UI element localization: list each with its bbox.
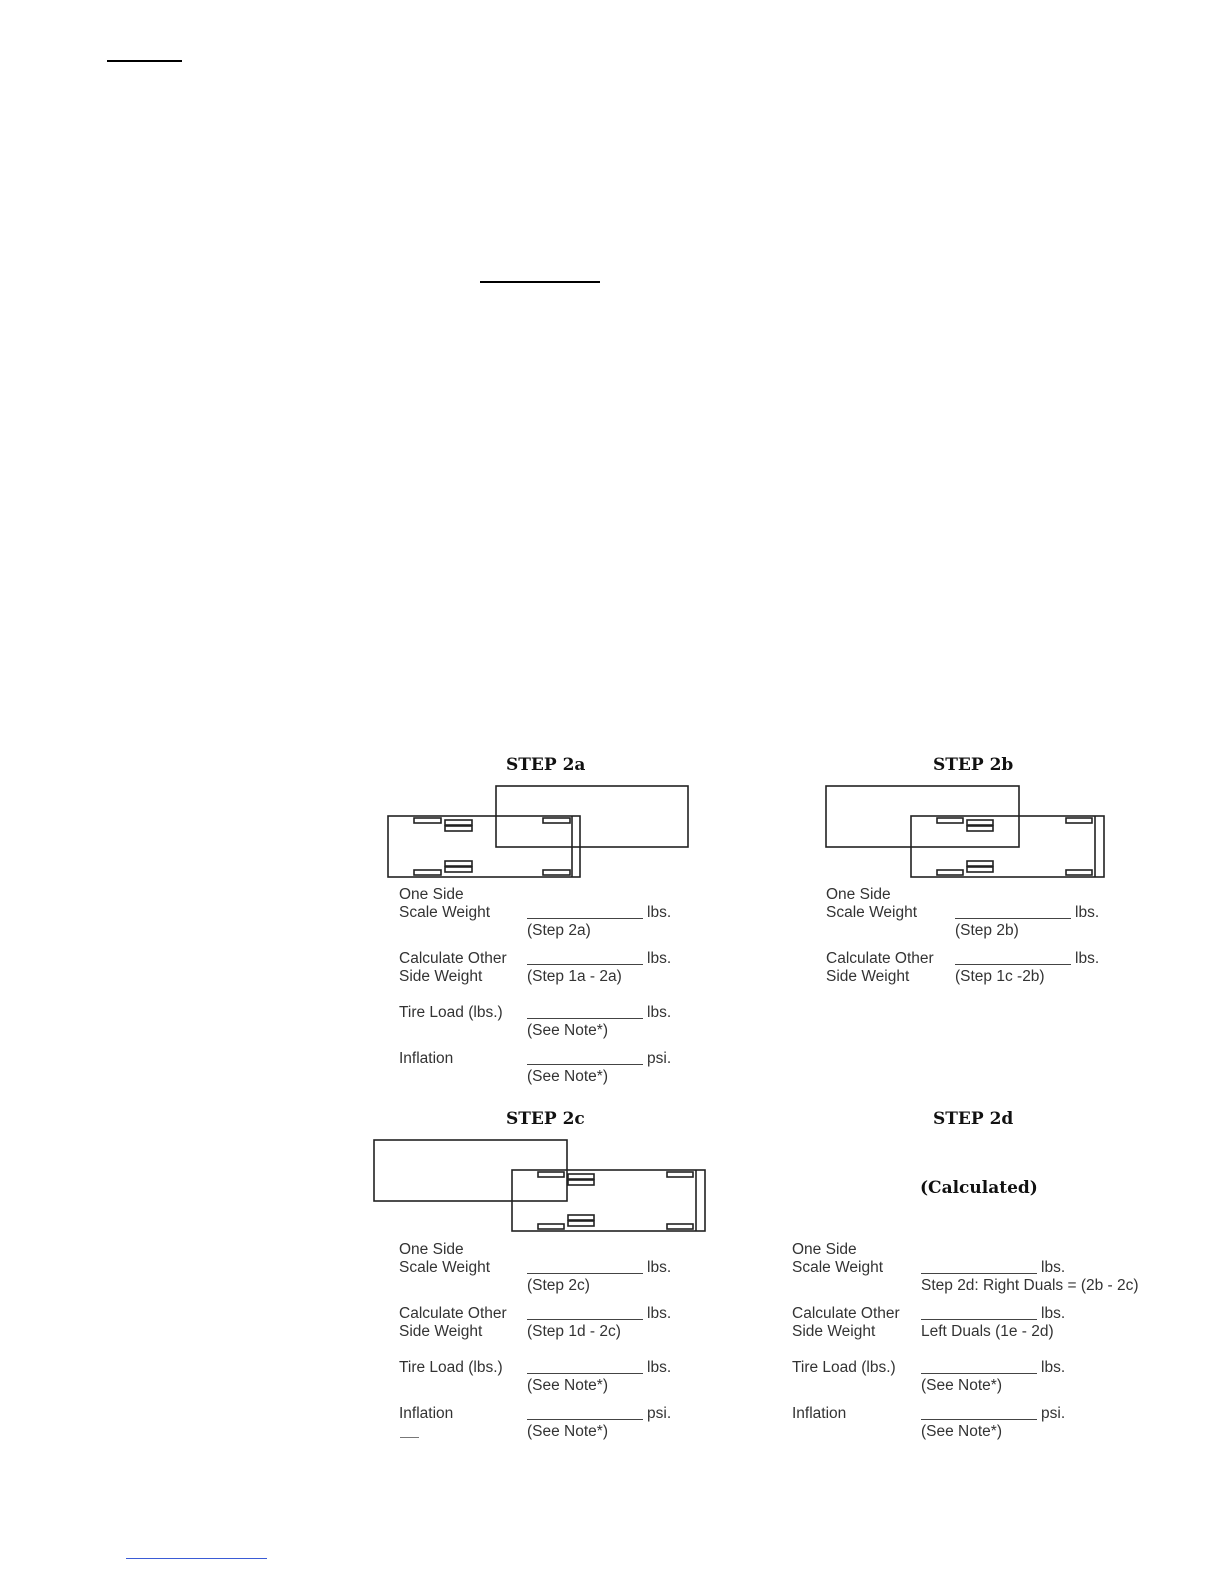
step-2a-inflation-label: Inflation	[399, 1050, 454, 1067]
step-2c-title: STEP 2c	[506, 1109, 585, 1129]
step-2d-scale-weight-unit: lbs.	[1041, 1259, 1066, 1276]
step-2b-scale-weight-note: (Step 2b)	[955, 922, 1019, 939]
step-2d-inflation-field[interactable]	[921, 1419, 1037, 1420]
step-2d-scale-weight-note: Step 2d: Right Duals = (2b - 2c)	[921, 1277, 1139, 1294]
step-2a-scale-weight-label: Scale Weight	[399, 904, 491, 921]
step-2d-other-side-unit: lbs.	[1041, 1305, 1066, 1322]
step-2c-one-side-label: One Side	[399, 1241, 464, 1258]
step-2a-other-side-unit: lbs.	[647, 950, 672, 967]
step-2c-scale-weight-label: Scale Weight	[399, 1259, 491, 1276]
step-2b-scale-weight-unit: lbs.	[1075, 904, 1100, 921]
step-2a-diagram	[380, 780, 700, 885]
step-2a-inflation-note: (See Note*)	[527, 1068, 608, 1085]
step-2c-side-weight-label: Side Weight	[399, 1323, 483, 1340]
stray-mark	[400, 1437, 419, 1438]
step-2d-tire-load-unit: lbs.	[1041, 1359, 1066, 1376]
step-2d-one-side-label: One Side	[792, 1241, 857, 1258]
step-2d-tire-load-label: Tire Load (lbs.)	[792, 1359, 896, 1376]
step-2a-inflation-unit: psi.	[647, 1050, 672, 1067]
step-2c-other-side-field[interactable]	[527, 1319, 643, 1320]
step-2d-title: STEP 2d	[933, 1109, 1014, 1129]
step-2c-inflation-note: (See Note*)	[527, 1423, 608, 1440]
step-2d-side-weight-label: Side Weight	[792, 1323, 876, 1340]
step-2c-other-side-unit: lbs.	[647, 1305, 672, 1322]
step-2d-subtitle: (Calculated)	[920, 1178, 1038, 1198]
step-2a-one-side-label: One Side	[399, 886, 464, 903]
step-2a-side-weight-label: Side Weight	[399, 968, 483, 985]
step-2c-scale-weight-unit: lbs.	[647, 1259, 672, 1276]
step-2a-other-side-note: (Step 1a - 2a)	[527, 968, 622, 985]
step-2a-scale-weight-note: (Step 2a)	[527, 922, 591, 939]
step-2d-other-side-note: Left Duals (1e - 2d)	[921, 1323, 1054, 1340]
step-2c-inflation-field[interactable]	[527, 1419, 643, 1420]
step-2a-inflation-field[interactable]	[527, 1064, 643, 1065]
step-2a-calc-other-label: Calculate Other	[399, 950, 507, 967]
step-2b-side-weight-label: Side Weight	[826, 968, 910, 985]
step-2d-tire-load-field[interactable]	[921, 1373, 1037, 1374]
step-2b-other-side-note: (Step 1c -2b)	[955, 968, 1045, 985]
step-2a-tire-load-unit: lbs.	[647, 1004, 672, 1021]
step-2b-diagram	[820, 780, 1120, 885]
step-2d-other-side-field[interactable]	[921, 1319, 1037, 1320]
step-2d-scale-weight-label: Scale Weight	[792, 1259, 884, 1276]
step-2a-scale-weight-unit: lbs.	[647, 904, 672, 921]
step-2c-inflation-label: Inflation	[399, 1405, 454, 1422]
step-2d-inflation-note: (See Note*)	[921, 1423, 1002, 1440]
top-left-rule	[107, 60, 182, 62]
step-2c-tire-load-note: (See Note*)	[527, 1377, 608, 1394]
step-2a-title: STEP 2a	[506, 755, 586, 775]
step-2c-diagram	[370, 1135, 715, 1240]
step-2b-other-side-field[interactable]	[955, 964, 1071, 965]
step-2d-scale-weight-field[interactable]	[921, 1273, 1037, 1274]
footer-link-underline[interactable]	[126, 1558, 267, 1559]
step-2d-calc-other-label: Calculate Other	[792, 1305, 900, 1322]
step-2c-inflation-unit: psi.	[647, 1405, 672, 1422]
step-2c-scale-weight-note: (Step 2c)	[527, 1277, 590, 1294]
step-2a-tire-load-label: Tire Load (lbs.)	[399, 1004, 503, 1021]
step-2a-other-side-field[interactable]	[527, 964, 643, 965]
step-2b-scale-weight-field[interactable]	[955, 918, 1071, 919]
step-2c-scale-weight-field[interactable]	[527, 1273, 643, 1274]
step-2c-tire-load-field[interactable]	[527, 1373, 643, 1374]
step-2b-other-side-unit: lbs.	[1075, 950, 1100, 967]
step-2b-title: STEP 2b	[933, 755, 1014, 775]
step-2b-scale-weight-label: Scale Weight	[826, 904, 918, 921]
step-2c-calc-other-label: Calculate Other	[399, 1305, 507, 1322]
step-2a-scale-weight-field[interactable]	[527, 918, 643, 919]
center-rule	[480, 281, 600, 283]
step-2d-inflation-label: Inflation	[792, 1405, 847, 1422]
step-2c-other-side-note: (Step 1d - 2c)	[527, 1323, 621, 1340]
step-2d-inflation-unit: psi.	[1041, 1405, 1066, 1422]
step-2c-tire-load-unit: lbs.	[647, 1359, 672, 1376]
step-2d-tire-load-note: (See Note*)	[921, 1377, 1002, 1394]
step-2b-one-side-label: One Side	[826, 886, 891, 903]
step-2a-tire-load-note: (See Note*)	[527, 1022, 608, 1039]
step-2b-calc-other-label: Calculate Other	[826, 950, 934, 967]
step-2a-tire-load-field[interactable]	[527, 1018, 643, 1019]
step-2c-tire-load-label: Tire Load (lbs.)	[399, 1359, 503, 1376]
